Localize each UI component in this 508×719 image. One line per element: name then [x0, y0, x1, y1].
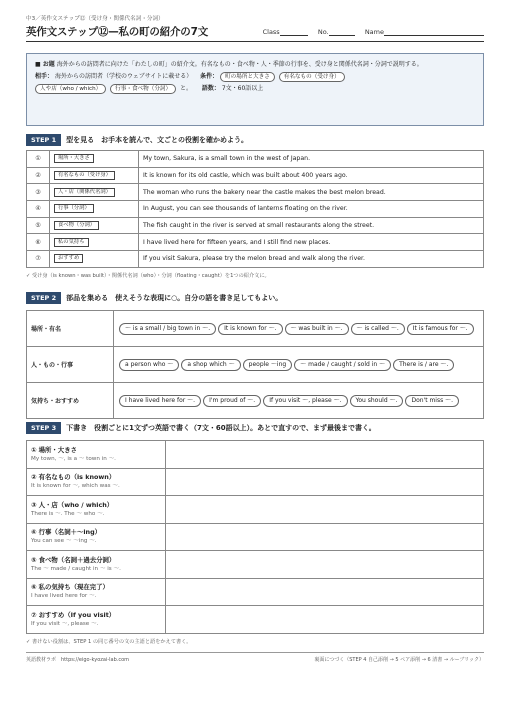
draft-table — [26, 440, 484, 634]
draft-label-cell — [27, 468, 166, 496]
step2-heading — [26, 292, 282, 304]
phrase-chip[interactable]: ～ is a small / big town in ～. — [119, 323, 216, 335]
row-number: ⑤ — [27, 217, 50, 234]
step3-title: 下書き 役割ごとに1文ずつ英語で書く（7文・60語以上）。あとで直すので、まず最後まで書く。 — [66, 424, 376, 432]
role-cell — [50, 234, 139, 251]
phrase-chip[interactable]: a shop which ～ — [181, 359, 240, 371]
footer-site: 英語教材ラボ https://eigo-kyozai-lab.com — [26, 657, 130, 663]
no-label: No. — [317, 28, 329, 36]
row-number: ③ — [27, 184, 50, 201]
draft-answer-cell[interactable] — [166, 523, 484, 551]
row-number: ⑦ — [27, 251, 50, 268]
condition-label: 条件： — [200, 73, 219, 80]
table-row — [27, 311, 484, 347]
phrase-chip[interactable]: Don't miss ～. — [405, 395, 459, 407]
task-prompt — [35, 60, 475, 69]
table-row — [27, 217, 484, 234]
draft-label-cell — [27, 496, 166, 524]
draft-role: ② 有名なもの（is known） — [31, 473, 116, 482]
phrase-chips — [114, 347, 484, 383]
draft-answer-cell[interactable] — [166, 441, 484, 469]
row-number: ① — [27, 151, 50, 168]
category-label: 人・もの・行事 — [27, 347, 114, 383]
draft-hint: The ～ made / caught in ～ is ～. — [31, 565, 121, 572]
role-cell — [50, 167, 139, 184]
draft-answer-cell[interactable] — [166, 578, 484, 606]
role-cell — [50, 217, 139, 234]
table-row — [27, 496, 484, 524]
model-sentence: My town, Sakura, is a small town in the west of Japan. — [139, 151, 484, 168]
condition-pill: 町の場所と大きさ — [220, 72, 275, 82]
condition-pill: 人や店（who / which） — [35, 84, 106, 94]
audience-label: 相手： — [35, 73, 54, 80]
draft-role: ④ 行事（名詞＋～ing） — [31, 528, 102, 537]
table-row — [27, 347, 484, 383]
draft-hint: It is known for ～, which was ～. — [31, 483, 120, 490]
draft-role: ⑦ おすすめ（If you visit） — [31, 610, 116, 619]
task-conditions-2 — [35, 84, 475, 94]
phrase-chip[interactable]: It is known for ～. — [218, 323, 282, 335]
student-fields — [263, 27, 484, 36]
draft-label-cell — [27, 523, 166, 551]
phrase-chip[interactable]: I have lived here for ～. — [119, 395, 201, 407]
draft-hint: You can see ～ ～ing ～. — [31, 538, 97, 545]
role-cell — [50, 151, 139, 168]
step1-title: 型を見る お手本を読んで、文ごとの役割を確かめよう。 — [66, 136, 248, 144]
draft-label-cell — [27, 578, 166, 606]
role-tag: 人・店（関係代名詞） — [54, 188, 115, 197]
table-row — [27, 184, 484, 201]
phrase-bank-table — [26, 310, 484, 419]
draft-role: ③ 人・店（who / which） — [31, 500, 114, 509]
task-box — [26, 53, 484, 126]
condition-pill: 行事・食べ物（分詞） — [110, 84, 176, 94]
draft-hint: My town, ～, is a ～ town in ～. — [31, 455, 116, 462]
step1-note: ✓ 受け身（is known・was built）・関係代名詞（who）・分詞（floating・caught）を1つの紹介文に。 — [26, 273, 270, 279]
word-count-label: 語数： — [201, 85, 220, 92]
row-number: ⑥ — [27, 234, 50, 251]
category-label: 気持ち・おすすめ — [27, 383, 114, 419]
name-label: Name — [364, 28, 384, 36]
table-row — [27, 578, 484, 606]
step3-note: ✓ 書けない役割は、STEP 1 の同じ番号の文の主語と語をかえて書く。 — [26, 639, 192, 645]
phrase-chips — [114, 311, 484, 347]
title-row — [26, 24, 484, 40]
model-sentence: If you visit Sakura, please try the melon bread and walk along the river. — [139, 251, 484, 268]
phrase-chip[interactable]: a person who ～ — [119, 359, 179, 371]
draft-role: ① 場所・大きさ — [31, 445, 77, 454]
draft-hint: If you visit ～, please ～. — [31, 620, 99, 627]
title-divider — [26, 41, 484, 42]
condition-tail: と。 — [180, 85, 193, 92]
table-row — [27, 468, 484, 496]
draft-hint: There is ～. The ～ who ～. — [31, 510, 105, 517]
role-tag: 私の気持ち — [54, 238, 89, 247]
model-sentence: The fish caught in the river is served at small restaurants along the street. — [139, 217, 484, 234]
step2-title: 部品を集める 使えそうな表現に○。自分の語を書き足してもよい。 — [66, 294, 283, 302]
phrase-chip[interactable]: You should ～. — [350, 395, 404, 407]
role-tag: 行事（分詞） — [54, 204, 94, 213]
category-label: 場所・有名 — [27, 311, 114, 347]
condition-pill: 有名なもの（受け身） — [279, 72, 345, 82]
audience-text: 海外からの訪問者（学校のウェブサイトに載せる） — [54, 73, 193, 80]
role-tag: 場所・大きさ — [54, 154, 94, 163]
draft-label-cell — [27, 606, 166, 634]
table-row — [27, 551, 484, 579]
table-row — [27, 606, 484, 634]
word-count-text: 7文・60語以上 — [221, 85, 264, 92]
draft-role: ⑤ 食べ物（名詞＋過去分詞） — [31, 555, 116, 564]
step1-badge: STEP 1 — [26, 134, 61, 146]
table-row — [27, 234, 484, 251]
step1-heading — [26, 134, 248, 146]
draft-answer-cell[interactable] — [166, 496, 484, 524]
step3-badge: STEP 3 — [26, 422, 61, 434]
table-row — [27, 523, 484, 551]
draft-label-cell — [27, 551, 166, 579]
class-field[interactable] — [280, 27, 308, 36]
task-label: ■ お題 — [35, 61, 55, 68]
role-cell — [50, 251, 139, 268]
draft-role: ⑥ 私の気持ち（現在完了） — [31, 583, 109, 592]
draft-answer-cell[interactable] — [166, 606, 484, 634]
table-row — [27, 251, 484, 268]
phrase-chip[interactable]: ～ is called ～. — [351, 323, 405, 335]
phrase-chip[interactable]: If you visit ～, please ～. — [263, 395, 347, 407]
draft-answer-cell[interactable] — [166, 468, 484, 496]
phrase-chip[interactable]: There is / are ～. — [393, 359, 454, 371]
model-sentence: It is known for its old castle, which was built about 400 years ago. — [139, 167, 484, 184]
model-sentence: In August, you can see thousands of lanterns floating on the river. — [139, 201, 484, 218]
task-conditions — [35, 72, 475, 82]
page-title: 英作文ステップ⑫—私の町の紹介の7文 — [26, 26, 208, 38]
step3-heading — [26, 422, 376, 434]
footer-continue-note: 裏面につづく（STEP 4 自己添削 → 5 ペア添削 → 6 清書 → ルーブリック） — [314, 657, 484, 663]
phrase-chip[interactable]: people ～ing — [243, 359, 293, 371]
table-row — [27, 201, 484, 218]
class-label: Class — [262, 28, 280, 36]
row-number: ④ — [27, 201, 50, 218]
table-row — [27, 441, 484, 469]
phrase-chips — [114, 383, 484, 419]
role-tag: 食べ物（分詞） — [54, 221, 99, 230]
phrase-chip[interactable]: ～ was built in ～. — [285, 323, 349, 335]
phrase-chip[interactable]: ～ made / caught / sold in ～ — [294, 359, 391, 371]
draft-hint: I have lived here for ～. — [31, 593, 97, 600]
draft-label-cell — [27, 441, 166, 469]
model-table — [26, 150, 484, 268]
name-field[interactable] — [384, 27, 484, 36]
table-row — [27, 167, 484, 184]
role-tag: おすすめ — [54, 254, 83, 263]
phrase-chip[interactable]: It is famous for ～. — [407, 323, 474, 335]
footer-divider — [26, 652, 484, 653]
table-row — [27, 383, 484, 419]
role-tag: 有名なもの（受け身） — [54, 171, 115, 180]
role-cell — [50, 184, 139, 201]
task-text: 海外からの訪問者に向けた「わたしの町」の紹介文。有名なもの・食べ物・人・季節の行事を、受け身と関係代名詞・分詞で説明する。 — [56, 61, 423, 68]
table-row — [27, 151, 484, 168]
model-sentence: I have lived here for fifteen years, and I still find new places. — [139, 234, 484, 251]
row-number: ② — [27, 167, 50, 184]
step2-badge: STEP 2 — [26, 292, 61, 304]
number-field[interactable] — [329, 27, 355, 36]
model-sentence: The woman who runs the bakery near the castle makes the best melon bread. — [139, 184, 484, 201]
worksheet-subtitle: 中3／英作文ステップ⑫（受け身・関係代名詞・分詞） — [26, 16, 164, 22]
draft-answer-cell[interactable] — [166, 551, 484, 579]
phrase-chip[interactable]: I'm proud of ～. — [203, 395, 261, 407]
role-cell — [50, 201, 139, 218]
